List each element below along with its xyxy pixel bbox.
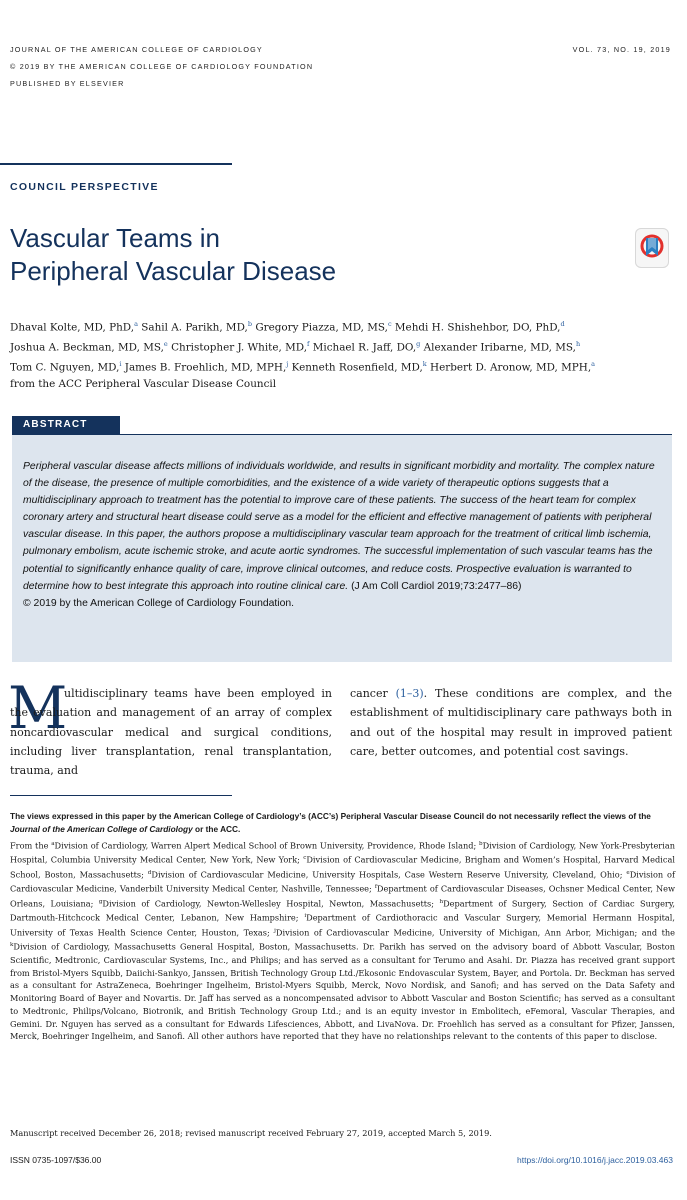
volume-info: VOL. 73, NO. 19, 2019 <box>572 45 671 54</box>
title-line-1: Vascular Teams in <box>10 223 221 253</box>
author-name: Tom C. Nguyen, MD, <box>10 361 120 374</box>
body-text: ultidisciplinary teams have been employed in the evaluation and management of an array of complex noncardiovascular medical and surgical conditions, including liver transplantation, renal transplantation, trauma, and <box>10 687 332 778</box>
body-text: . These conditions are complex, and the establishment of multidisciplinary care pathways both in and out of the hospital may result in improved patient care, better outcomes, and potential cost savings. <box>350 687 672 758</box>
drop-cap: M <box>8 674 68 742</box>
manuscript-dates: Manuscript received December 26, 2018; revised manuscript received February 27, 2019, accepted March 5, 2019. <box>10 1128 492 1138</box>
author-affiliation-mark: f <box>307 340 310 349</box>
affiliations-and-disclosures: From the $^a$Division of Cardiology, Warren Alpert Medical School of Brown University, Providence, Rhode Island; $^b$Division of Cardiology, New York-Presbyterian Hospital, Columbia University Medical Center, New York, New York; $^c$Division of Cardiovascular Medicine, Brigham and Women’s Hospital, Harvard Medical School, Boston, Massachusetts; $^d$Division of Cardiovascular Medicine, University Hospitals, Case Western Reserve University, Cleveland, Ohio; $^e$Division of Cardiovascular Medicine, Vanderbilt University Medical Center, Nashville, Tennessee; $^f$Department of Cardiovascular Diseases, Ochsner Medical Center, New Orleans, Louisiana; $^g$Division of Cardiology, Newton-Wellesley Hospital, Newton, Massachusetts; $^h$Department of Surgery, Section of Cardiac Surgery, Dartmouth-Hitchcock Medical Center, Lebanon, New Hampshire; $^i$Department of Cardiothoracic and Vascular Surgery, Memorial Hermann Hospital, University of Texas Health Science Center, Houston, Texas; $^j$Division of Cardiovascular Medicine, University of Michigan, Ann Arbor, Michigan; and the $^k$Division of Cardiology, Massachusetts General Hospital, Boston, Massachusetts. Dr. Parikh has served on the advisory board of Abbott Vascular, Boston Scientific, Medtronic, Cardiovascular Systems, Inc., and Philips; and has served as a consultant for Terumo and Asahi. Dr. Piazza has received grant support from Bristol-Myers Squibb, Daiichi-Sankyo, Janssen, British Technology Group Ltd./Ekosonic Endovascular System, Bayer, and Portola. Dr. Beckman has served as a consultant for AstraZeneca, Boehringer Ingelheim, Bristol-Myers Squibb, Merck, Novo Nordisk, and Sanofi; and has served on the Data Safety and Monitoring Board of Bayer and Novartis. Dr. Jaff has served as a noncompensated advisor to Abbott Vascular and Boston Scientific; has served as a consultant to Medtronic, Philips/Volcano, Biotronik, and British Technology Group Ltd.; and is an equity investor in Embolitech, eFemoral, Vascular Therapies, and Gemini. Dr. Nguyen has served as a consultant for Edwards Lifesciences, Abbott, and LivaNova. Dr. Froehlich has served as a consultant for Pfizer, Janssen, Merck, Boehringer Ingelheim, and Sanofi. All other authors have reported that they have no relationships relevant to the contents of this paper to disclose. <box>10 840 676 1042</box>
author-affiliation-mark: i <box>119 360 122 369</box>
author-affiliation-mark: e <box>163 340 168 349</box>
doi-link[interactable]: https://doi.org/10.1016/j.jacc.2019.03.463 <box>517 1155 673 1165</box>
author-name: Mehdi H. Shishehbor, DO, PhD, <box>394 321 561 334</box>
author-affiliation-mark: g <box>416 340 421 349</box>
author-name: Christopher J. White, MD, <box>171 341 308 354</box>
body-text: cancer <box>350 687 388 700</box>
header-rule <box>0 163 232 165</box>
abstract-copyright: © 2019 by the American College of Cardiology Foundation. <box>23 597 295 609</box>
author-name: Kenneth Rosenfield, MD, <box>291 361 423 374</box>
article-title <box>10 222 570 288</box>
author-name: Herbert D. Aronow, MD, MPH, <box>430 361 592 374</box>
author-affiliation-mark: k <box>422 360 427 369</box>
author-name: Alexander Iribarne, MD, MS, <box>423 341 576 354</box>
issn: ISSN 0735-1097/$36.00 <box>10 1155 102 1165</box>
author-affiliation-mark: a <box>591 360 596 369</box>
abstract-citation: (J Am Coll Cardiol 2019;73:2477–86) <box>351 580 522 592</box>
author-affiliation-mark: c <box>387 320 392 328</box>
abstract-text <box>23 458 659 612</box>
title-line-2: Peripheral Vascular Disease <box>10 256 337 286</box>
crossmark-icon[interactable] <box>635 228 669 268</box>
author-affiliation-mark: b <box>247 320 253 328</box>
author-name: Joshua A. Beckman, MD, MS, <box>10 341 164 354</box>
abstract-label: ABSTRACT <box>12 416 120 434</box>
author-name: Dhaval Kolte, MD, PhD, <box>10 321 135 334</box>
body-column-right <box>350 684 672 761</box>
authors-council: from the ACC Peripheral Vascular Disease Council <box>10 378 277 391</box>
disclaimer: The views expressed in this paper by the American College of Cardiology’s (ACC’s) Peripheral Vascular Disease Council do not necessarily reflect the views of the Journal of the American College of Cardiology or the ACC. <box>10 811 651 834</box>
publisher-line: PUBLISHED BY ELSEVIER <box>10 79 125 88</box>
section-label: COUNCIL PERSPECTIVE <box>10 181 159 193</box>
author-name: Gregory Piazza, MD, MS, <box>255 321 388 334</box>
copyright-line: © 2019 BY THE AMERICAN COLLEGE OF CARDIOLOGY FOUNDATION <box>10 62 314 71</box>
body-column-left <box>10 684 332 780</box>
abstract-body: Peripheral vascular disease affects millions of individuals worldwide, and results in significant morbidity and mortality. The complex nature of the disease, the presence of multiple comorbidities, and the existence of a wide variety of therapeutic options suggests that a multidisciplinary approach to treatment has the potential to improve care of these patients. The success of the heart team for complex coronary artery and structural heart disease could serve as a model for the efficient and effective management of patients with peripheral vascular disease. In this paper, the authors propose a multidisciplinary vascular team approach for the treatment of critical limb ischemia, pulmonary embolism, acute ischemic stroke, and acute aortic syndromes. The successful implementation of such vascular teams has the potential to significantly enhance quality of care, improve clinical outcomes, and reduce costs. Prospective evaluation is warranted to determine how to best integrate this approach into routine clinical care. <box>23 461 655 592</box>
author-name: Sahil A. Parikh, MD, <box>141 321 248 334</box>
author-affiliation-mark: d <box>560 320 565 328</box>
author-name: Michael R. Jaff, DO, <box>312 341 417 354</box>
footnote-rule <box>10 795 232 796</box>
author-list <box>10 316 675 393</box>
author-name: James B. Froehlich, MD, MPH, <box>124 361 287 374</box>
journal-name: JOURNAL OF THE AMERICAN COLLEGE OF CARDIOLOGY <box>10 45 263 54</box>
author-affiliation-mark: j <box>286 360 289 369</box>
disclosures: Dr. Parikh has served on the advisory board of Abbott Vascular, Boston Scientific, Medtronic, Cardiovascular Systems, Inc., and Philips; and has served as a consultant for Terumo and Asahi. Dr. Piazza has received grant support from Bristol-Myers Squibb, Daiichi-Sankyo, Janssen, British Technology Group Ltd./Ekosonic Endovascular System, Bayer, and Portola. Dr. Beckman has served as a consultant for AstraZeneca, Boehringer Ingelheim, Bristol-Myers Squibb, Merck, Novo Nordisk, and Sanofi; and has served on the Data Safety and Monitoring Board of Bayer and Novartis. Dr. Jaff has served as a noncompensated advisor to Abbott Vascular and Boston Scientific; has served as a consultant to Medtronic, Philips/Volcano, Biotronik, and British Technology Group Ltd.; and is an equity investor in Embolitech, eFemoral, Vascular Therapies, and Gemini. Dr. Nguyen has served as a consultant for Edwards Lifesciences, Abbott, and LivaNova. Dr. Froehlich has served as a consultant for Pfizer, Janssen, Merck, Boehringer Ingelheim, and Sanofi. All other authors have reported that they have no relationships relevant to the contents of this paper to disclose. <box>10 942 675 1042</box>
reference-link[interactable]: (1–3) <box>395 687 424 700</box>
author-affiliation-mark: a <box>134 320 138 328</box>
author-affiliation-mark: h <box>575 340 581 349</box>
